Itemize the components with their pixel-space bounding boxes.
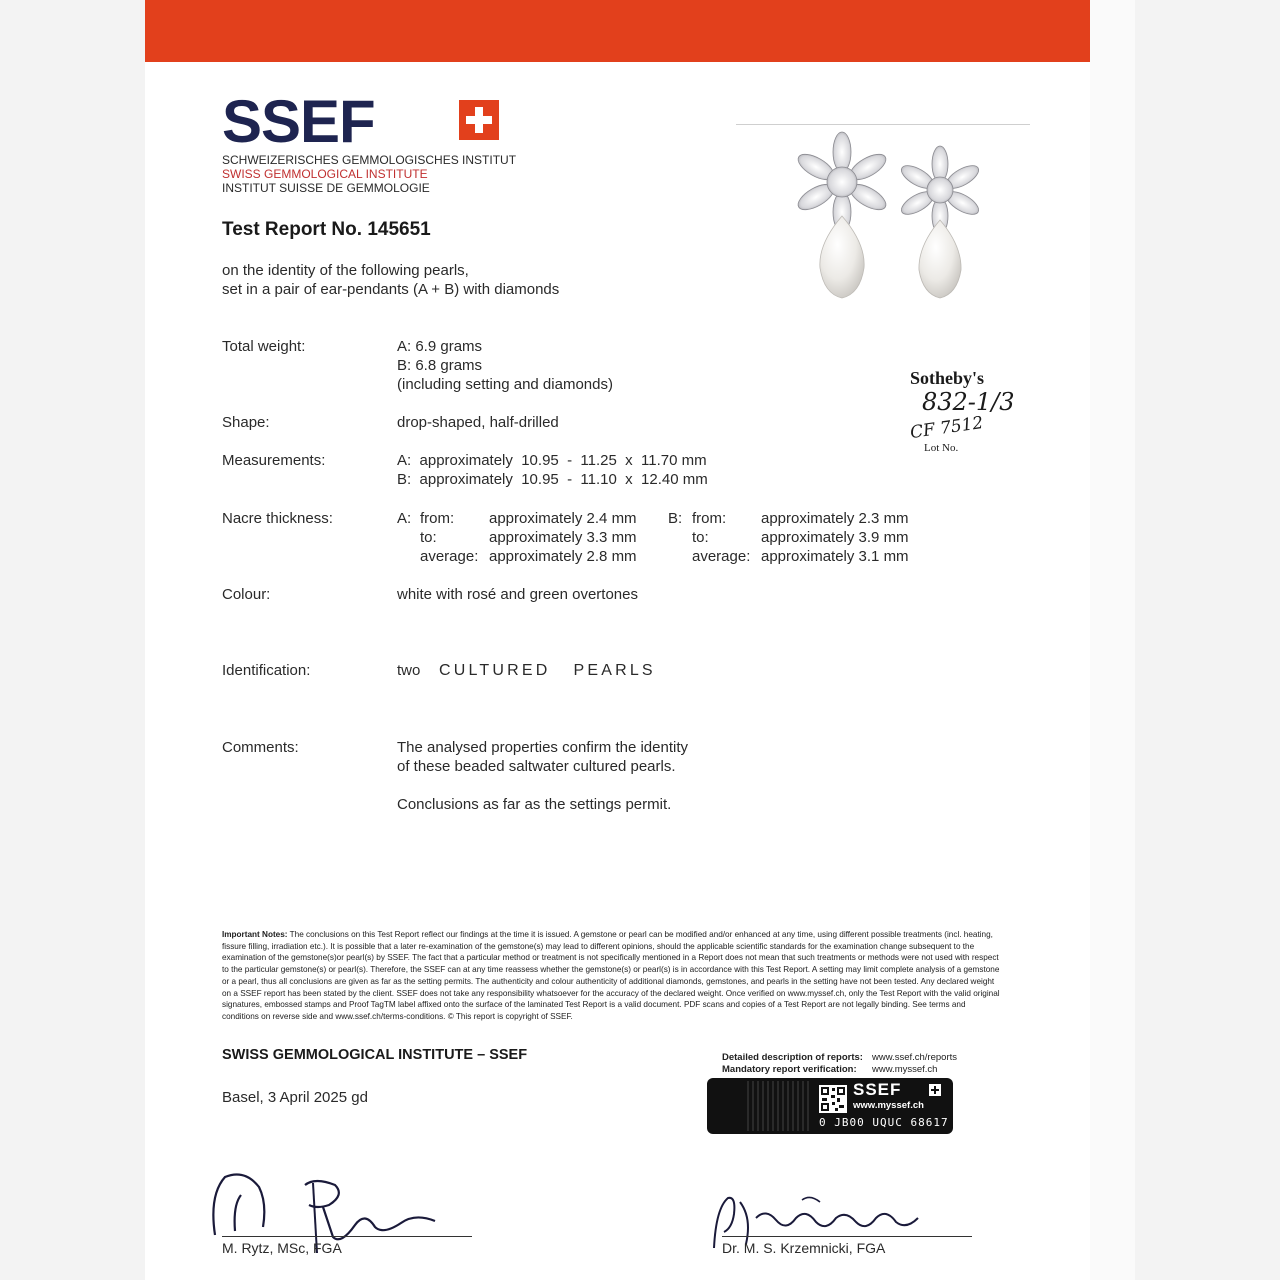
nacre-key: from: bbox=[420, 510, 455, 527]
colour-value: white with rosé and green overtones bbox=[397, 586, 638, 603]
nacre-b-value: approximately 3.1 mm bbox=[761, 548, 909, 565]
report-subtitle-2: set in a pair of ear-pendants (A + B) with diamonds bbox=[222, 281, 560, 298]
nacre-b-value: approximately 3.9 mm bbox=[761, 529, 909, 546]
verification-link[interactable]: www.myssef.ch bbox=[872, 1064, 938, 1075]
nacre-b-value: approximately 2.3 mm bbox=[761, 510, 909, 527]
report-description-link[interactable]: www.ssef.ch/reports bbox=[872, 1052, 957, 1063]
shape-label: Shape: bbox=[222, 414, 270, 431]
institute-name-french: INSTITUT SUISSE DE GEMMOLOGIE bbox=[222, 181, 430, 195]
tag-code: 0 JB00 UQUC 68617 bbox=[819, 1116, 949, 1129]
important-notes bbox=[222, 929, 1000, 1023]
earrings-photo bbox=[780, 130, 1010, 325]
earring-a bbox=[794, 132, 890, 298]
header-red-bar bbox=[145, 0, 1090, 62]
tag-brand: SSEF bbox=[853, 1080, 902, 1099]
nacre-label: Nacre thickness: bbox=[222, 510, 333, 527]
hologram-pattern bbox=[747, 1081, 809, 1131]
report-subtitle-1: on the identity of the following pearls, bbox=[222, 262, 469, 279]
total-weight-label: Total weight: bbox=[222, 338, 306, 355]
swiss-cross-icon bbox=[459, 100, 499, 140]
footer-institute: SWISS GEMMOLOGICAL INSTITUTE – SSEF bbox=[222, 1047, 528, 1063]
report-title: Test Report No. 145651 bbox=[222, 219, 431, 240]
proof-tag-label bbox=[707, 1078, 953, 1134]
comments-line-2: of these beaded saltwater cultured pearls. bbox=[397, 758, 676, 775]
tag-url: www.myssef.ch bbox=[853, 1100, 924, 1111]
measurements-a: A: approximately 10.95 - 11.25 x 11.70 mm bbox=[397, 452, 707, 469]
sothebys-stamp: Sotheby's bbox=[910, 368, 985, 388]
lot-no-label: Lot No. bbox=[924, 442, 959, 454]
comments-line-1: The analysed properties confirm the identity bbox=[397, 739, 688, 756]
nacre-key: to: bbox=[692, 529, 709, 546]
institute-name-german: SCHWEIZERISCHES GEMMOLOGISCHES INSTITUT bbox=[222, 153, 517, 167]
important-notes-heading: Important Notes: bbox=[222, 930, 288, 939]
institute-name-english: SWISS GEMMOLOGICAL INSTITUTE bbox=[222, 167, 428, 181]
total-weight-note: (including setting and diamonds) bbox=[397, 376, 613, 393]
total-weight-b: B: 6.8 grams bbox=[397, 357, 483, 374]
ssef-logo: SSEF bbox=[222, 88, 375, 155]
important-notes-body: The conclusions on this Test Report reflect our findings at the time it is issued. A gemstone or pearl can be modified and/or enhanced at any time, using different possible treatments (incl. heating, fissure filling, irradiation etc.). It is possible that a later re-examination of the gemstone(s) may lead to different opinions, should the applicable scientific standards for the examination change subsequent to the examination of the gemstone(s)or pearl(s) by SSEF. The fact that a particular method or treatment is not specifically mentioned in a Report does not mean that such treatments or methods were not used with respect to the particular gemstone(s) or pearl(s). Therefore, the SSEF can at any time reassess whether the gemstone(s) or pearl(s) is in accordance with this Test Report. A setting may limit complete analysis of a gemstone or a pearl, thus all conclusions are given as far as the setting permits. The authenticity and colour authenticity of additional diamonds, gemstones, and pearls in the setting have not been tested. Any declared weight on a SSEF report has been stated by the client. SSEF does not take any responsibility whatsoever for the accuracy of the declared weight. Once verified on www.myssef.ch, only the Test Report with the valid original signatures, embossed stamps and Proof TagTM label affixed onto the surface of the laminated Test Report is a valid document. PDF scans and copies of a Test Report are not legally binding. See terms and conditions on reverse side and www.ssef.ch/terms-conditions. © This report is copyright of SSEF. bbox=[222, 930, 1000, 1021]
swiss-cross-icon bbox=[929, 1084, 941, 1096]
signer-right: Dr. M. S. Krzemnicki, FGA bbox=[722, 1240, 886, 1256]
page-edge bbox=[1090, 0, 1135, 1280]
nacre-key: from: bbox=[692, 510, 727, 527]
handwritten-reference: CF 7512 bbox=[908, 412, 985, 444]
colour-label: Colour: bbox=[222, 586, 271, 603]
nacre-a-value: approximately 2.4 mm bbox=[489, 510, 637, 527]
report-date: Basel, 3 April 2025 gd bbox=[222, 1089, 368, 1106]
qr-code-icon bbox=[819, 1085, 847, 1113]
nacre-a-value: approximately 3.3 mm bbox=[489, 529, 637, 546]
earring-b bbox=[898, 146, 982, 298]
nacre-key: to: bbox=[420, 529, 437, 546]
shape-value: drop-shaped, half-drilled bbox=[397, 414, 559, 431]
nacre-a-value: approximately 2.8 mm bbox=[489, 548, 637, 565]
measurements-label: Measurements: bbox=[222, 452, 326, 469]
total-weight-a: A: 6.9 grams bbox=[397, 338, 483, 355]
handwritten-lot-number: 832-1/3 bbox=[922, 388, 1015, 416]
comments-line-3: Conclusions as far as the settings permit. bbox=[397, 796, 672, 813]
signature-line-right bbox=[722, 1236, 972, 1237]
measurements-b: B: approximately 10.95 - 11.10 x 12.40 mm bbox=[397, 471, 708, 488]
identification-value: CULTURED PEARLS bbox=[439, 662, 656, 679]
nacre-a-prefix: A: bbox=[397, 510, 412, 527]
nacre-key: average: bbox=[420, 548, 479, 565]
verification-label: Mandatory report verification: bbox=[722, 1064, 857, 1075]
photo-top-rule bbox=[736, 124, 1030, 125]
report-description-label: Detailed description of reports: bbox=[722, 1052, 863, 1063]
signature-line-left bbox=[222, 1236, 472, 1237]
nacre-key: average: bbox=[692, 548, 751, 565]
signer-left: M. Rytz, MSc, FGA bbox=[222, 1240, 342, 1256]
identification-label: Identification: bbox=[222, 662, 311, 679]
identification-prefix: two bbox=[397, 662, 421, 679]
comments-label: Comments: bbox=[222, 739, 299, 756]
nacre-b-prefix: B: bbox=[668, 510, 683, 527]
